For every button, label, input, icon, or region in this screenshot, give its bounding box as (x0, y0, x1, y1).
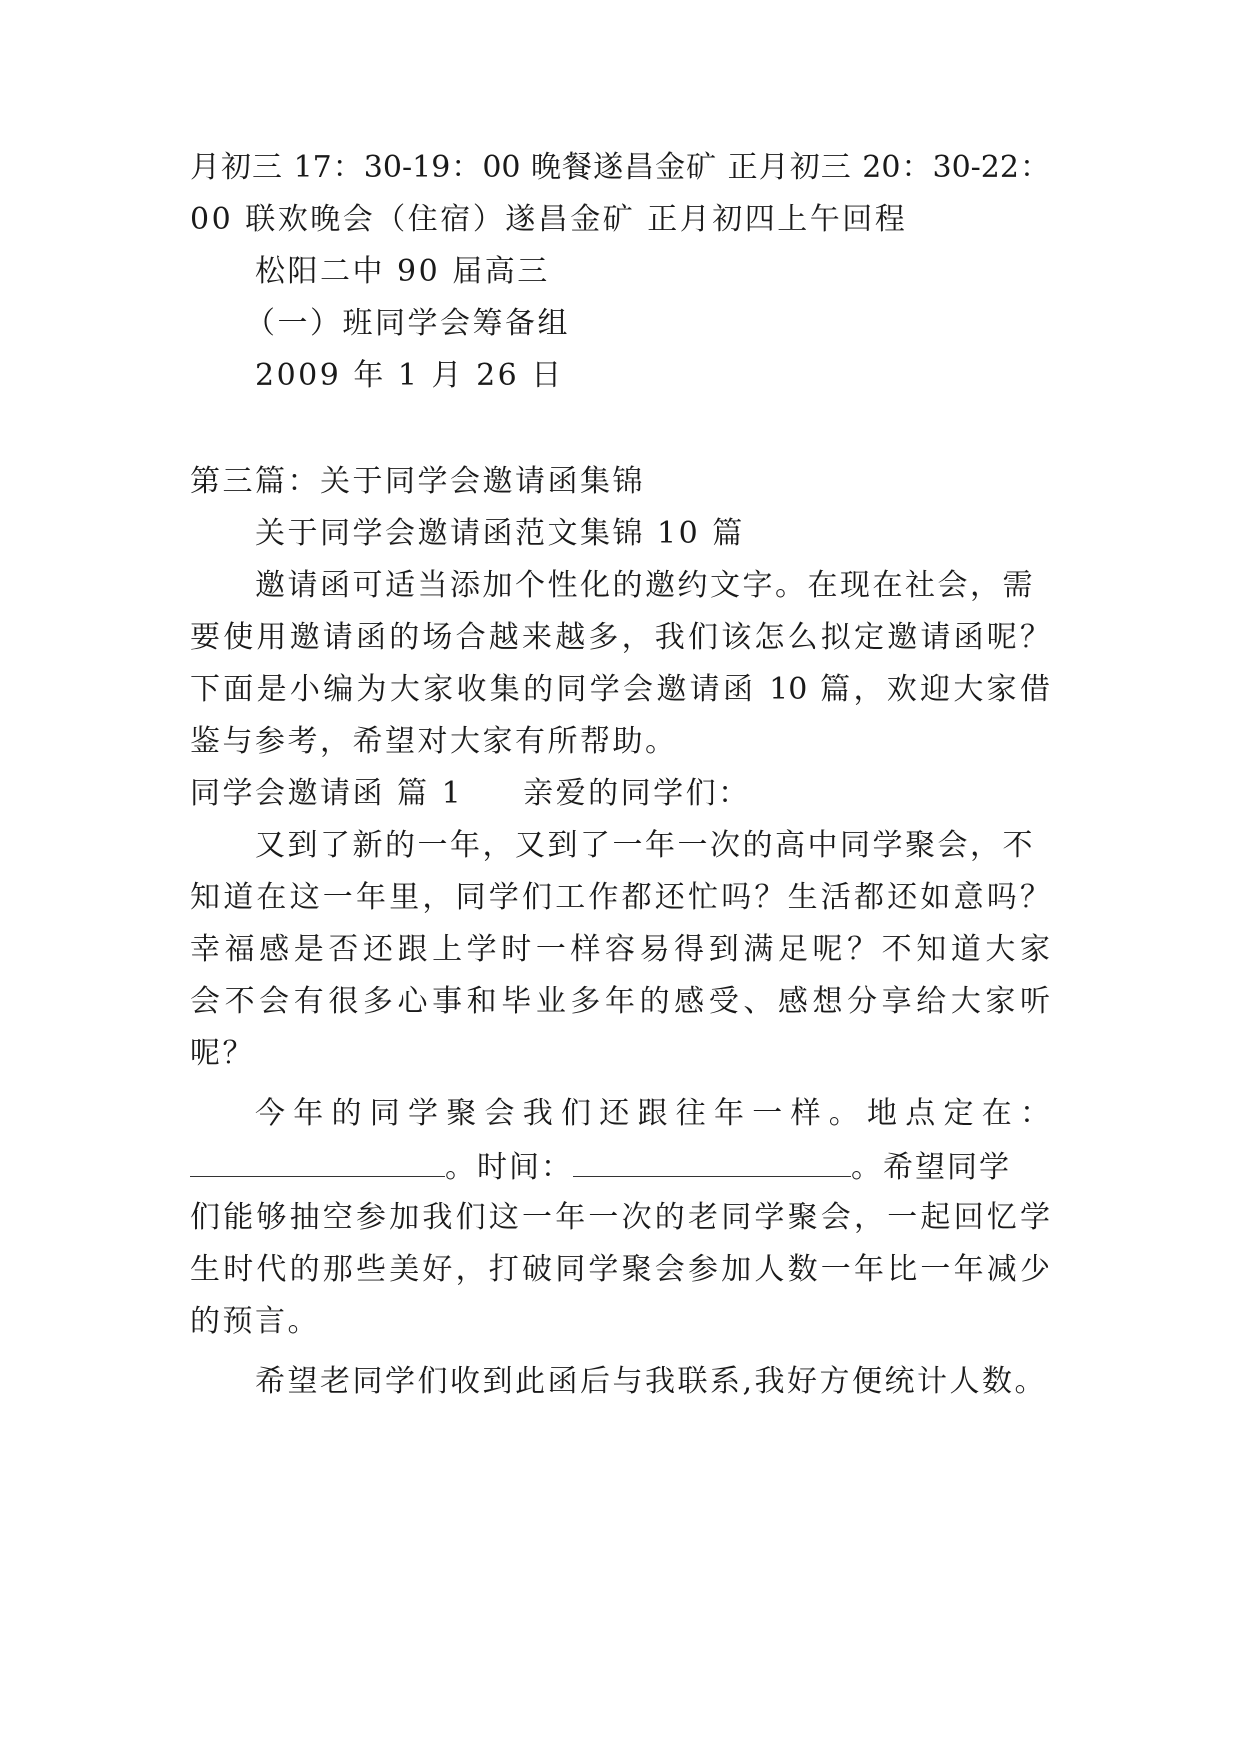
time-label: 。时间： (445, 1150, 573, 1185)
letter-p2-line-3: 们能够抽空参加我们这一年一次的老同学聚会，一起回忆学 (190, 1200, 1050, 1235)
collection-title: 关于同学会邀请函范文集锦 10 篇 (255, 516, 745, 551)
intro-line-3: 下面是小编为大家收集的同学会邀请函 10 篇，欢迎大家借 (190, 672, 1050, 707)
section-title: 第三篇：关于同学会邀请函集锦 (190, 464, 645, 499)
intro-line-2: 要使用邀请函的场合越来越多，我们该怎么拟定邀请函呢？ (190, 620, 1050, 655)
schedule-line-1: 月初三 17：30-19：00 晚餐遂昌金矿 正月初三 20：30-22： (190, 150, 1050, 185)
letter-heading: 同学会邀请函 篇 1 (190, 776, 464, 811)
letter-p3-line-1: 希望老同学们收到此函后与我联系,我好方便统计人数。 (255, 1364, 1048, 1399)
letter-p2-line-5: 的预言。 (190, 1304, 320, 1339)
signature-date: 2009 年 1 月 26 日 (255, 358, 564, 393)
letter-p1-line-3: 幸福感是否还跟上学时一样容易得到满足呢？不知道大家 (190, 932, 1050, 967)
letter-heading-row (190, 774, 751, 814)
schedule-line-2: 00 联欢晚会（住宿）遂昌金矿 正月初四上午回程 (190, 202, 908, 237)
intro-line-1: 邀请函可适当添加个性化的邀约文字。在现在社会，需 (255, 568, 1035, 603)
letter-p1-line-5: 呢？ (190, 1036, 255, 1071)
letter-p2-line-2-end: 。希望同学 (851, 1150, 1011, 1185)
time-blank (573, 1146, 851, 1177)
location-blank (190, 1146, 445, 1177)
letter-p1-line-2: 知道在这一年里，同学们工作都还忙吗？生活都还如意吗？ (190, 880, 1050, 915)
letter-p2-line-2 (190, 1146, 1011, 1188)
intro-line-4: 鉴与参考，希望对大家有所帮助。 (190, 724, 678, 759)
letter-p2-line-1: 今年的同学聚会我们还跟往年一样。地点定在： (255, 1096, 1050, 1131)
signature-school: 松阳二中 90 届高三 (255, 254, 550, 289)
signature-group: （一）班同学会筹备组 (245, 306, 570, 341)
letter-p1-line-4: 会不会有很多心事和毕业多年的感受、感想分享给大家听 (190, 984, 1050, 1019)
letter-p2-line-4: 生时代的那些美好，打破同学聚会参加人数一年比一年减少 (190, 1252, 1050, 1287)
letter-p1-line-1: 又到了新的一年，又到了一年一次的高中同学聚会，不 (255, 828, 1035, 863)
letter-salutation: 亲爱的同学们： (523, 776, 751, 811)
